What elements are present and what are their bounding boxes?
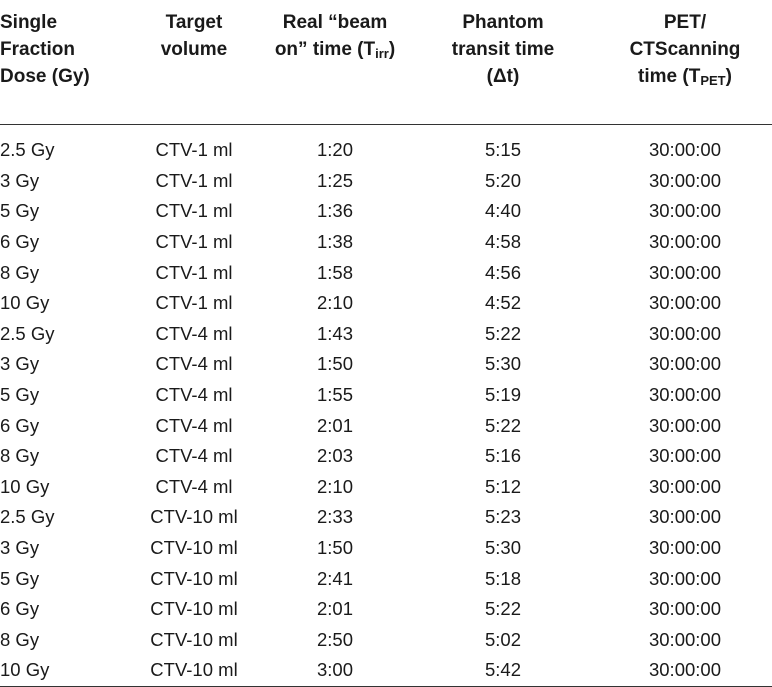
cell-pet: 30:00:00 <box>648 384 721 406</box>
cell-pet: 30:00:00 <box>648 139 721 161</box>
table-row <box>0 563 772 594</box>
table-row <box>0 227 772 258</box>
cell-transit: 5:30 <box>484 353 521 375</box>
cell-target: CTV-4 ml <box>155 384 233 406</box>
table-row <box>0 196 772 227</box>
table-row <box>0 166 772 197</box>
header-beam-line2-prefix: on” time (T <box>274 39 376 60</box>
cell-dose: 2.5 Gy <box>0 322 55 344</box>
cell-beam: 2:33 <box>316 506 353 528</box>
cell-target: CTV-10 ml <box>150 598 238 620</box>
table-row <box>0 533 772 564</box>
cell-target: CTV-1 ml <box>155 169 233 191</box>
header-dose <box>0 0 126 125</box>
cell-dose: 10 Gy <box>0 475 50 497</box>
cell-target: CTV-10 ml <box>150 506 238 528</box>
cell-pet: 30:00:00 <box>648 475 721 497</box>
table-header <box>0 0 772 125</box>
header-dose-line1: Single <box>0 12 58 33</box>
cell-dose: 5 Gy <box>0 384 40 406</box>
header-transit-line1: Phantom <box>462 12 544 33</box>
cell-transit: 5:30 <box>484 537 521 559</box>
cell-transit: 5:12 <box>484 475 521 497</box>
cell-transit: 5:22 <box>484 322 521 344</box>
header-beam-line2-suffix: ) <box>388 39 396 60</box>
cell-pet: 30:00:00 <box>598 655 772 686</box>
cell-beam: 1:36 <box>316 200 353 222</box>
cell-dose: 6 Gy <box>0 598 40 620</box>
cell-beam: 2:01 <box>316 414 353 436</box>
cell-pet: 30:00:00 <box>648 231 721 253</box>
cell-target: CTV-1 ml <box>155 200 233 222</box>
header-pet-line1: PET/ <box>663 12 707 33</box>
cell-pet: 30:00:00 <box>648 261 721 283</box>
cell-transit: 5:15 <box>484 139 521 161</box>
cell-beam: 1:43 <box>316 322 353 344</box>
header-pet-subscript: PET <box>700 73 726 88</box>
cell-transit: 5:18 <box>484 567 521 589</box>
header-target-line2: volume <box>160 39 228 60</box>
cell-beam: 2:10 <box>316 292 353 314</box>
cell-dose: 6 Gy <box>0 414 40 436</box>
table-row <box>0 410 772 441</box>
cell-pet: 30:00:00 <box>648 537 721 559</box>
cell-beam: 2:10 <box>316 475 353 497</box>
cell-pet: 30:00:00 <box>648 445 721 467</box>
cell-transit: 5:42 <box>408 655 598 686</box>
table-row <box>0 257 772 288</box>
table-row <box>0 655 772 686</box>
cell-pet: 30:00:00 <box>648 598 721 620</box>
cell-target: CTV-1 ml <box>155 292 233 314</box>
header-dose-line2: Fraction <box>0 39 75 60</box>
header-beam-time <box>262 0 408 125</box>
table-body <box>0 125 772 687</box>
cell-dose: 5 Gy <box>0 567 40 589</box>
cell-pet: 30:00:00 <box>648 353 721 375</box>
cell-beam: 3:00 <box>262 655 408 686</box>
cell-beam: 2:03 <box>316 445 353 467</box>
table-row <box>0 288 772 319</box>
cell-target: CTV-4 ml <box>155 445 233 467</box>
cell-beam: 2:01 <box>316 598 353 620</box>
header-target <box>126 0 262 125</box>
cell-dose: 6 Gy <box>0 231 40 253</box>
cell-dose: 8 Gy <box>0 261 40 283</box>
cell-transit: 4:40 <box>484 200 521 222</box>
cell-dose: 3 Gy <box>0 353 40 375</box>
cell-beam: 1:58 <box>316 261 353 283</box>
table-row <box>0 349 772 380</box>
table-row <box>0 502 772 533</box>
cell-transit: 4:56 <box>484 261 521 283</box>
header-transit-line3: (Δt) <box>486 66 520 87</box>
cell-target: CTV-10 ml <box>150 567 238 589</box>
cell-pet: 30:00:00 <box>648 567 721 589</box>
cell-dose: 2.5 Gy <box>0 506 55 528</box>
header-target-line1: Target <box>165 12 223 33</box>
cell-transit: 5:23 <box>484 506 521 528</box>
cell-target: CTV-1 ml <box>155 261 233 283</box>
cell-beam: 1:50 <box>316 537 353 559</box>
cell-pet: 30:00:00 <box>648 200 721 222</box>
cell-dose: 5 Gy <box>0 200 40 222</box>
table-row <box>0 472 772 503</box>
cell-target: CTV-4 ml <box>155 353 233 375</box>
header-transit-time <box>408 0 598 125</box>
header-row <box>0 0 772 125</box>
cell-transit: 5:22 <box>484 598 521 620</box>
table-row <box>0 441 772 472</box>
cell-beam: 1:25 <box>316 169 353 191</box>
cell-beam: 1:55 <box>316 384 353 406</box>
header-pet-line3-prefix: time (T <box>638 66 701 87</box>
header-dose-line3: Dose (Gy) <box>0 66 90 87</box>
cell-transit: 5:16 <box>484 445 521 467</box>
header-beam-line1: Real “beam <box>282 12 388 33</box>
cell-dose: 8 Gy <box>0 445 40 467</box>
cell-target: CTV-1 ml <box>155 231 233 253</box>
cell-beam: 2:50 <box>316 628 353 650</box>
cell-pet: 30:00:00 <box>648 322 721 344</box>
cell-dose: 8 Gy <box>0 628 40 650</box>
cell-transit: 4:58 <box>484 231 521 253</box>
cell-target: CTV-10 ml <box>150 537 238 559</box>
header-pet-line3-suffix: ) <box>725 66 732 87</box>
cell-target: CTV-4 ml <box>155 414 233 436</box>
cell-dose: 10 Gy <box>0 292 50 314</box>
cell-dose: 3 Gy <box>0 169 40 191</box>
cell-pet: 30:00:00 <box>648 628 721 650</box>
cell-beam: 1:20 <box>316 139 353 161</box>
cell-pet: 30:00:00 <box>648 506 721 528</box>
cell-target: CTV-1 ml <box>155 139 233 161</box>
cell-transit: 5:20 <box>484 169 521 191</box>
cell-target: CTV-4 ml <box>155 322 233 344</box>
cell-target: CTV-10 ml <box>126 655 262 686</box>
cell-transit: 4:52 <box>484 292 521 314</box>
table-row <box>0 125 772 166</box>
cell-pet: 30:00:00 <box>648 414 721 436</box>
header-pet-line2: CTScanning <box>629 39 741 60</box>
cell-beam: 1:38 <box>316 231 353 253</box>
cell-dose: 3 Gy <box>0 537 40 559</box>
header-pet-time <box>598 0 772 125</box>
cell-target: CTV-4 ml <box>155 475 233 497</box>
table-row <box>0 380 772 411</box>
header-beam-subscript: irr <box>375 46 389 61</box>
cell-target: CTV-10 ml <box>150 628 238 650</box>
table-row <box>0 625 772 656</box>
cell-pet: 30:00:00 <box>648 292 721 314</box>
cell-dose: 10 Gy <box>0 655 126 686</box>
table-row <box>0 594 772 625</box>
table-row <box>0 319 772 350</box>
header-transit-line2: transit time <box>451 39 555 60</box>
cell-pet: 30:00:00 <box>648 169 721 191</box>
cell-transit: 5:22 <box>484 414 521 436</box>
cell-transit: 5:02 <box>484 628 521 650</box>
cell-transit: 5:19 <box>484 384 521 406</box>
cell-beam: 2:41 <box>316 567 353 589</box>
cell-beam: 1:50 <box>316 353 353 375</box>
cell-dose: 2.5 Gy <box>0 139 55 161</box>
